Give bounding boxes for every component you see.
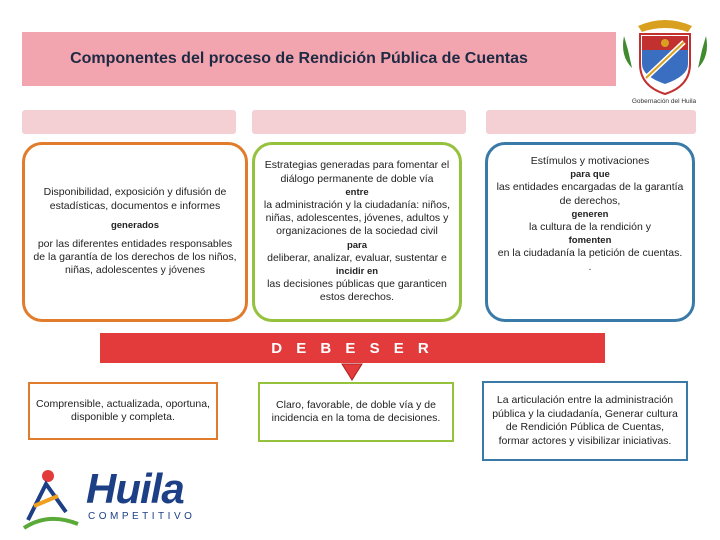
down-arrow-icon	[340, 362, 364, 382]
box2-text-3: deliberar, analizar, evaluar, sustentar e	[267, 251, 447, 264]
box1-text-2: por las diferentes entidades responsables de la garantía de los derechos de los niños, niñas, adolescentes y jóvenes	[33, 238, 237, 277]
column-header-2	[252, 110, 466, 134]
box3-keyword-1: para que	[570, 169, 610, 181]
crest-caption: Gobernación del Huila	[631, 98, 697, 105]
column-header-1	[22, 110, 236, 134]
box3-text-5: .	[588, 260, 592, 273]
box3-keyword-2: generen	[571, 208, 609, 220]
component-box-1	[22, 142, 248, 322]
box2-text-4: las decisiones públicas que garanticen estos derechos.	[267, 278, 447, 304]
box3-keyword-3: fomenten	[568, 235, 612, 247]
logo-wordmark: Huila	[86, 465, 184, 512]
component-box-3	[485, 142, 695, 322]
attribute-box-2	[258, 382, 454, 442]
attribute-text-3: La articulación entre la administración pública y la ciudadanía, Generar cultura de Rendición Pública de Cuentas, formar actores y visibilizar iniciativas.	[492, 394, 678, 447]
box3-text: Estímulos y motivaciones	[530, 155, 650, 167]
box2-text: Estrategias generadas para fomentar el diálogo permanente de doble vía	[264, 159, 450, 185]
box1-text: Disponibilidad, exposición y difusión de estadísticas, documentos e informes	[43, 186, 227, 212]
attribute-text-2: Claro, favorable, de doble vía y de incidencia en la toma de decisiones.	[271, 399, 441, 424]
box1-keyword: generados	[110, 219, 160, 231]
debe-ser-banner	[100, 333, 605, 363]
box3-text-2: las entidades encargadas de la garantía de derechos,	[496, 181, 684, 207]
debe-ser-label: D E B E S E R	[271, 339, 434, 357]
box2-keyword-1: entre	[345, 186, 369, 198]
page-title: Componentes del proceso de Rendición Pública de Cuentas	[70, 50, 528, 67]
attribute-text-1: Comprensible, actualizada, oportuna, disponible y completa.	[36, 398, 210, 423]
title-bar	[22, 32, 616, 86]
box3-text-3: la cultura de la rendición y	[529, 221, 651, 234]
logo-subtitle: COMPETITIVO	[88, 511, 196, 522]
coat-of-arms-icon	[618, 16, 712, 98]
attribute-box-1	[28, 382, 218, 440]
column-header-3	[486, 110, 696, 134]
box2-text-2: la administración y la ciudadanía: niños, niñas, adolescentes, jóvenes, adultos y organizaciones de la sociedad civil	[263, 198, 451, 238]
component-box-2	[252, 142, 462, 322]
box2-keyword-2: para	[346, 239, 368, 251]
box3-text-4: en la ciudadanía la petición de cuentas.	[497, 247, 683, 260]
attribute-box-3	[482, 381, 688, 461]
box2-keyword-3: incidir en	[335, 266, 379, 277]
